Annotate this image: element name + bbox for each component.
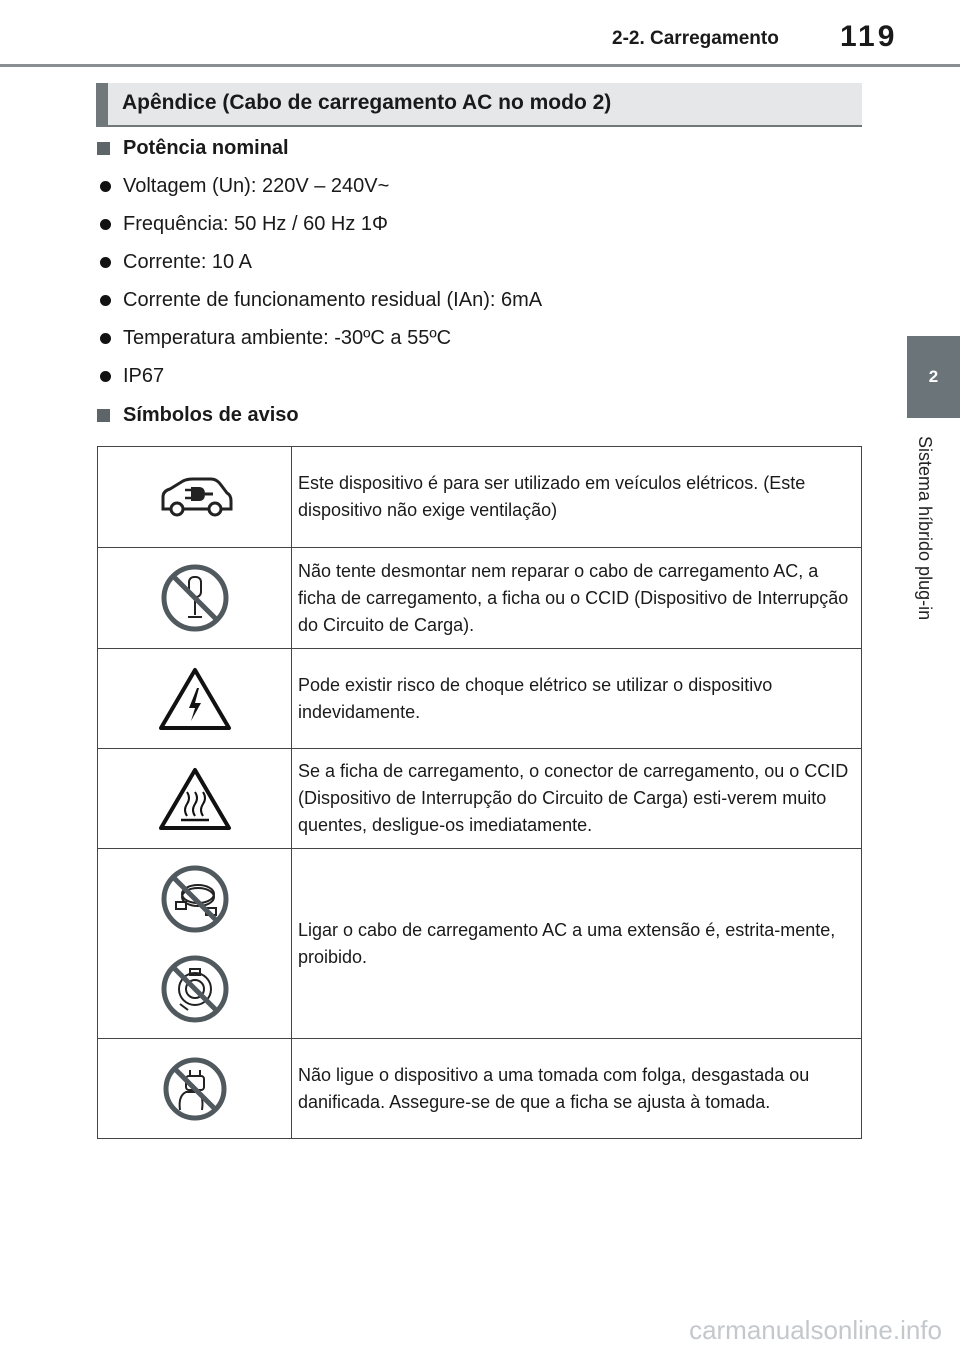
chapter-number: 2 [928,367,939,386]
list-item [100,365,164,388]
page-number: 119 [840,20,898,53]
symbol-cell [98,447,292,548]
list-item-text: Corrente: 10 A [123,251,252,273]
section-heading-bar [96,83,862,127]
no-loose-outlet-icon [98,1056,291,1122]
section-title: Apêndice (Cabo de carregamento AC no modo 2) [122,91,612,114]
table-row [98,1039,862,1139]
chapter-tab [907,336,960,418]
table-row [98,649,862,749]
table-row [98,447,862,548]
symbol-cell [98,749,292,849]
list-item [100,251,252,274]
symbol-cell [98,548,292,649]
table-row [98,749,862,849]
list-item [100,289,542,312]
subheading-power-rating [97,137,289,160]
symbol-description: Pode existir risco de choque elétrico se utilizar o dispositivo indevidamente. [292,649,862,749]
list-item-text: Temperatura ambiente: -30ºC a 55ºC [123,327,452,349]
no-cable-reel-icon [98,954,291,1024]
bullet-dot-icon [100,219,111,230]
list-item-text: IP67 [123,365,165,387]
no-extension-cord-icon [98,864,291,934]
list-item-text: Voltagem (Un): 220V – 240V~ [123,175,390,197]
bullet-dot-icon [100,181,111,192]
bullet-dot-icon [100,371,111,382]
watermark: carmanualsonline.info [689,1315,942,1345]
list-item [100,213,388,236]
no-disassembly-icon [98,563,291,633]
electric-car-icon [98,477,291,517]
symbol-description: Não tente desmontar nem reparar o cabo de carregamento AC, a ficha de carregamento, a ficha ou o CCID (Dispositivo de Interrupção do Circuito de Carga). [292,548,862,649]
table-row [98,548,862,649]
subheading-warning-symbols [97,404,299,427]
symbol-description: Não ligue o dispositivo a uma tomada com folga, desgastada ou danificada. Assegure-se de que a ficha se ajusta à tomada. [292,1039,862,1139]
symbol-cell [98,849,292,1039]
symbol-cell [98,649,292,749]
list-item-text: Frequência: 50 Hz / 60 Hz 1Φ [123,213,388,235]
hot-surface-warning-icon [98,766,291,832]
chapter-title: Sistema híbrido plug-in [915,436,935,621]
symbol-description: Este dispositivo é para ser utilizado em veículos elétricos. (Este dispositivo não exige ventilação) [292,447,862,548]
square-bullet-icon [97,409,110,422]
subheading-label: Potência nominal [123,137,289,159]
list-item [100,327,451,350]
bullet-dot-icon [100,295,111,306]
list-item [100,175,389,198]
list-item-text: Corrente de funcionamento residual (IAn): 6mA [123,289,543,311]
electric-shock-warning-icon [98,666,291,732]
warning-symbols-table [97,446,862,1139]
table-row [98,849,862,1039]
bullet-dot-icon [100,257,111,268]
header-divider [0,64,960,67]
header-section-title: 2-2. Carregamento [612,28,779,49]
bullet-dot-icon [100,333,111,344]
symbol-cell [98,1039,292,1139]
square-bullet-icon [97,142,110,155]
symbol-description: Ligar o cabo de carregamento AC a uma extensão é, estrita-mente, proibido. [292,849,862,1039]
symbol-description: Se a ficha de carregamento, o conector de carregamento, ou o CCID (Dispositivo de Interrupção do Circuito de Carga) esti-verem muito quentes, desligue-os imediatamente. [292,749,862,849]
subheading-label: Símbolos de aviso [123,404,299,426]
